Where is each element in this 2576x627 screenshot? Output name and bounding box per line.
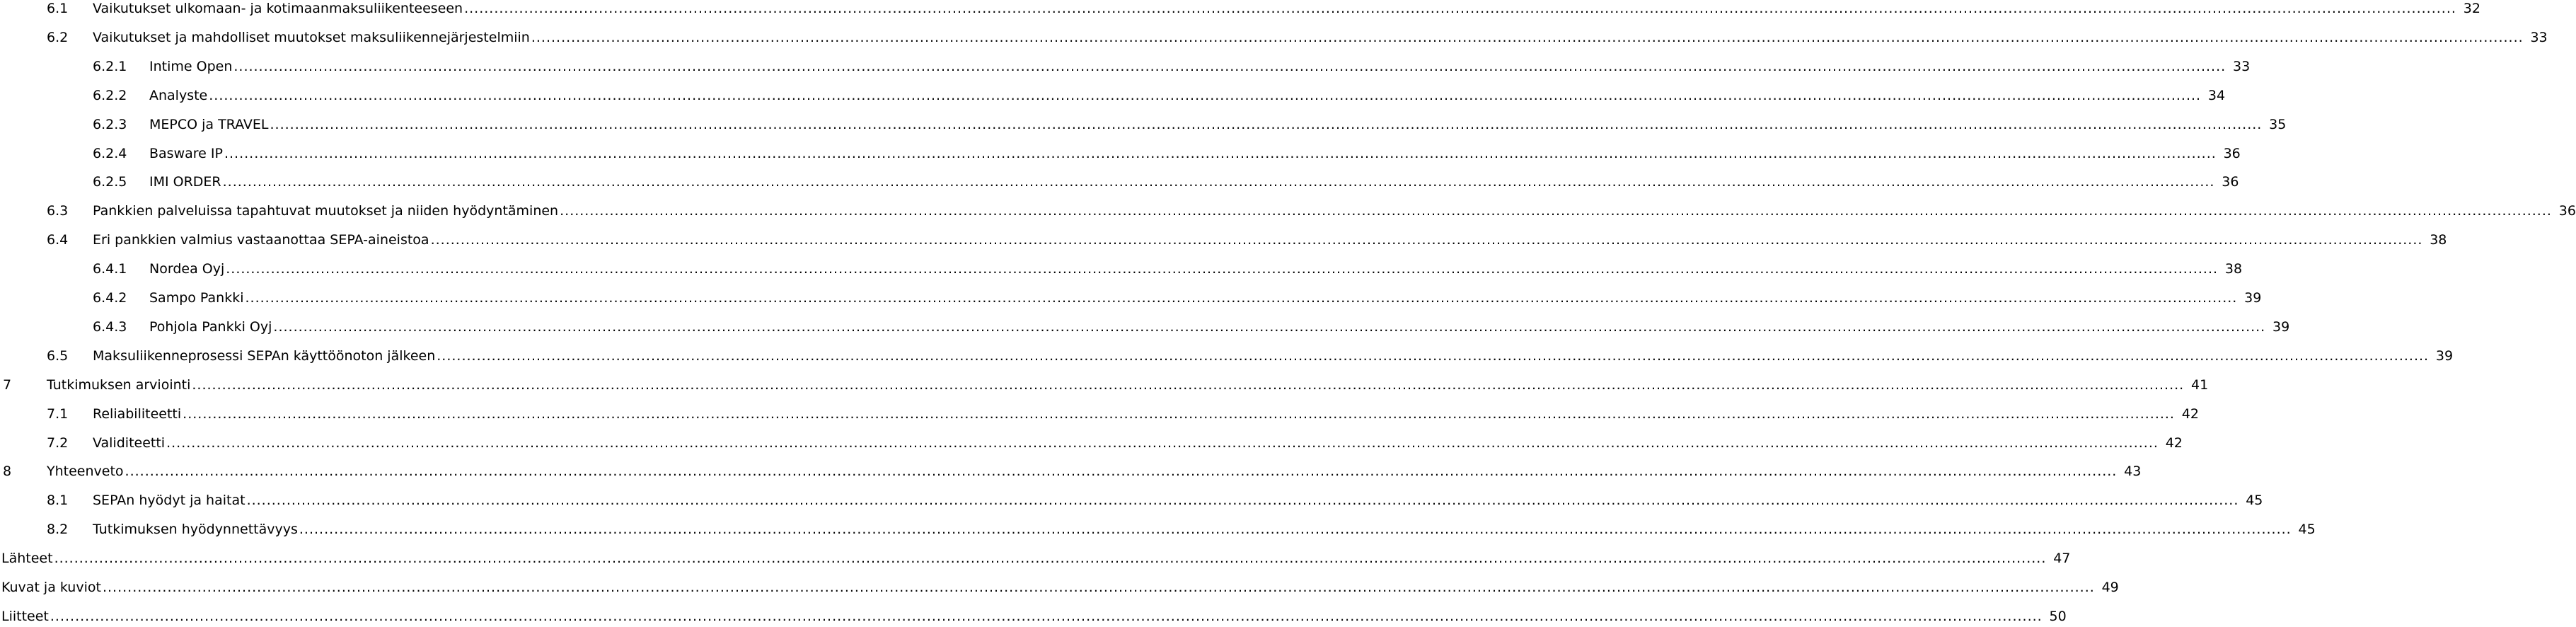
toc-entry-page-number: 43 <box>2124 464 2142 480</box>
toc-entry[interactable] <box>0 114 2287 135</box>
dot-leader: ................................................................................................................................................................................................................................................................................................................................................................................................................ <box>54 551 2047 567</box>
dot-leader: ................................................................................................................................................................................................................................................................................................................................................................................................................ <box>246 493 2239 509</box>
toc-entry[interactable] <box>0 432 2183 454</box>
toc-entry-number: 7.2 <box>47 435 69 451</box>
toc-entry-number: 6.2 <box>47 29 69 45</box>
dot-leader: ................................................................................................................................................................................................................................................................................................................................................................................................................ <box>102 580 2095 595</box>
toc-entry-title: Vaikutukset ulkomaan- ja kotimaanmaksuliikenteeseen <box>93 1 463 16</box>
toc-entry[interactable] <box>0 374 2209 396</box>
toc-entry[interactable] <box>0 200 2576 222</box>
toc-entry-number: 6.2.4 <box>93 145 127 161</box>
toc-entry-number: 6.2.5 <box>93 174 127 190</box>
toc-entry-title: Analyste <box>149 87 208 103</box>
dot-leader: ................................................................................................................................................................................................................................................................................................................................................................................................................ <box>560 203 2552 219</box>
toc-entry-page-number: 38 <box>2224 261 2243 277</box>
toc-entry-number: 6.4.2 <box>93 290 127 306</box>
toc-entry-page-number: 35 <box>2269 116 2287 132</box>
dot-leader: ................................................................................................................................................................................................................................................................................................................................................................................................................ <box>531 29 2524 45</box>
toc-entry-title: Pohjola Pankki Oyj <box>149 318 272 335</box>
dot-leader: ................................................................................................................................................................................................................................................................................................................................................................................................................ <box>430 232 2423 248</box>
dot-leader: ................................................................................................................................................................................................................................................................................................................................................................................................................ <box>270 116 2263 132</box>
dot-leader: ................................................................................................................................................................................................................................................................................................................................................................................................................ <box>224 145 2217 161</box>
toc-entry-number: 7 <box>3 376 12 393</box>
dot-leader: ................................................................................................................................................................................................................................................................................................................................................................................................................ <box>299 522 2292 538</box>
toc-entry-title: Tutkimuksen arviointi <box>47 376 191 393</box>
toc-entry-title: Yhteenveto <box>47 464 124 480</box>
toc-entry[interactable] <box>0 345 2454 367</box>
toc-entry-title: Basware IP <box>149 145 223 161</box>
toc-entry-page-number: 39 <box>2435 347 2454 364</box>
toc-entry-title: Intime Open <box>149 58 233 74</box>
toc-entry-title: Validiteetti <box>93 435 166 451</box>
toc-entry-page-number: 39 <box>2244 290 2262 306</box>
toc-entry-page-number: 36 <box>2558 203 2576 219</box>
toc-entry[interactable] <box>0 403 2199 425</box>
dot-leader: ................................................................................................................................................................................................................................................................................................................................................................................................................ <box>437 347 2430 364</box>
toc-entry[interactable] <box>0 548 2071 569</box>
dot-leader: ................................................................................................................................................................................................................................................................................................................................................................................................................ <box>192 376 2185 393</box>
toc-entry-page-number: 45 <box>2298 522 2316 538</box>
toc-entry-number: 8.2 <box>47 522 69 538</box>
toc-entry-title: MEPCO ja TRAVEL <box>149 116 269 132</box>
toc-entry-page-number: 33 <box>2530 29 2548 45</box>
dot-leader: ................................................................................................................................................................................................................................................................................................................................................................................................................ <box>245 290 2238 306</box>
toc-entry-page-number: 49 <box>2101 580 2119 595</box>
toc-entry-title: Nordea Oyj <box>149 261 225 277</box>
dot-leader: ................................................................................................................................................................................................................................................................................................................................................................................................................ <box>50 608 2043 624</box>
toc-entry[interactable] <box>0 85 2226 106</box>
toc-entry[interactable] <box>0 287 2262 309</box>
toc-entry-page-number: 36 <box>2223 145 2241 161</box>
toc-entry-page-number: 34 <box>2207 87 2226 103</box>
toc-entry-title: Reliabiliteetti <box>93 405 182 422</box>
toc-entry-title: Kuvat ja kuviot <box>1 580 101 595</box>
toc-entry-title: Vaikutukset ja mahdolliset muutokset maksuliikennejärjestelmiin <box>93 29 530 45</box>
toc-entry[interactable] <box>0 490 2263 511</box>
dot-leader: ................................................................................................................................................................................................................................................................................................................................................................................................................ <box>226 261 2219 277</box>
toc-entry-number: 7.1 <box>47 405 69 422</box>
toc-entry-number: 6.2.3 <box>93 116 127 132</box>
toc-entry-title: Liitteet <box>1 608 49 624</box>
toc-entry-page-number: 45 <box>2246 493 2263 509</box>
toc-entry-number: 6.4.3 <box>93 318 127 335</box>
dot-leader: ................................................................................................................................................................................................................................................................................................................................................................................................................ <box>125 464 2118 480</box>
toc-entry-title: IMI ORDER <box>149 174 221 190</box>
toc-entry[interactable] <box>0 229 2447 251</box>
toc-entry-number: 8.1 <box>47 493 69 509</box>
toc-entry[interactable] <box>0 519 2316 540</box>
toc-entry[interactable] <box>0 27 2548 48</box>
dot-leader: ................................................................................................................................................................................................................................................................................................................................................................................................................ <box>233 58 2226 74</box>
toc-entry-page-number: 36 <box>2222 174 2239 190</box>
toc-entry-number: 6.2.1 <box>93 58 127 74</box>
dot-leader: ................................................................................................................................................................................................................................................................................................................................................................................................................ <box>209 87 2202 103</box>
toc-entry-page-number: 32 <box>2463 1 2480 16</box>
toc-entry-page-number: 50 <box>2049 608 2067 624</box>
toc-entry-title: SEPAn hyödyt ja haitat <box>93 493 246 509</box>
toc-entry-title: Pankkien palveluissa tapahtuvat muutokset ja niiden hyödyntäminen <box>93 203 559 219</box>
toc-entry-page-number: 38 <box>2430 232 2447 248</box>
toc-entry-title: Sampo Pankki <box>149 290 244 306</box>
dot-leader: ................................................................................................................................................................................................................................................................................................................................................................................................................ <box>273 318 2266 335</box>
toc-entry-page-number: 42 <box>2165 435 2183 451</box>
toc-entry-title: Lähteet <box>1 551 53 567</box>
toc-entry-title: Eri pankkien valmius vastaanottaa SEPA-aineistoa <box>93 232 429 248</box>
toc-entry[interactable] <box>0 258 2243 280</box>
toc-entry-number: 6.4.1 <box>93 261 127 277</box>
toc-entry-title: Maksuliikenneprosessi SEPAn käyttöönoton jälkeen <box>93 347 436 364</box>
toc-entry[interactable] <box>0 56 2251 77</box>
toc-entry-number: 6.3 <box>47 203 69 219</box>
dot-leader: ................................................................................................................................................................................................................................................................................................................................................................................................................ <box>183 405 2175 422</box>
toc-entry-number: 6.1 <box>47 1 69 16</box>
toc-entry[interactable] <box>0 143 2241 164</box>
toc-entry[interactable] <box>0 0 2480 19</box>
toc-entry-page-number: 42 <box>2181 405 2199 422</box>
toc-entry-page-number: 39 <box>2272 318 2290 335</box>
toc-entry-title: Tutkimuksen hyödynnettävyys <box>93 522 298 538</box>
toc-entry[interactable] <box>0 577 2119 598</box>
toc-entry[interactable] <box>0 606 2067 627</box>
toc-entry-number: 8 <box>3 464 12 480</box>
toc-entry[interactable] <box>0 171 2239 192</box>
toc-entry-number: 6.5 <box>47 347 69 364</box>
toc-entry[interactable] <box>0 461 2142 482</box>
toc-entry-page-number: 41 <box>2191 376 2209 393</box>
dot-leader: ................................................................................................................................................................................................................................................................................................................................................................................................................ <box>222 174 2215 190</box>
toc-entry[interactable] <box>0 316 2290 338</box>
toc-entry-page-number: 47 <box>2053 551 2071 567</box>
toc-entry-number: 6.4 <box>47 232 69 248</box>
toc-entry-number: 6.2.2 <box>93 87 127 103</box>
dot-leader: ................................................................................................................................................................................................................................................................................................................................................................................................................ <box>166 435 2159 451</box>
dot-leader: ................................................................................................................................................................................................................................................................................................................................................................................................................ <box>464 1 2456 16</box>
toc-entry-page-number: 33 <box>2233 58 2251 74</box>
